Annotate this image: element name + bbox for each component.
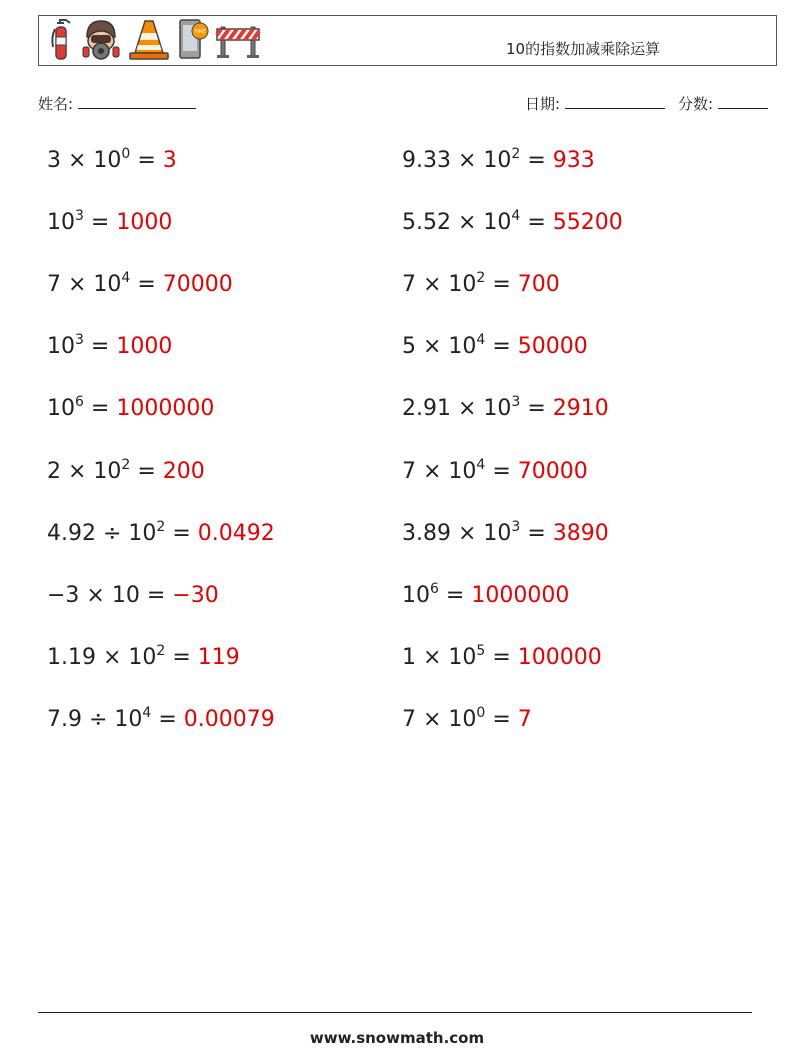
- worksheet-title: 10的指数加减乘除运算: [506, 40, 661, 58]
- date-blank[interactable]: [565, 94, 665, 109]
- answer: 200: [162, 458, 205, 484]
- answer: 7: [517, 706, 532, 732]
- worksheet-header: [38, 15, 777, 66]
- equals-sign: =: [520, 148, 553, 173]
- problem-row: [47, 642, 240, 670]
- problem-row: [47, 334, 172, 359]
- fire-alarm-phone-icon: [177, 17, 209, 65]
- problem-row: [402, 334, 588, 359]
- exponent: 4: [476, 332, 486, 349]
- answer: 50000: [517, 334, 588, 360]
- exponent: 3: [75, 332, 84, 349]
- problem-expression: 7.9 ÷ 10: [47, 706, 143, 732]
- problem-row: [47, 396, 214, 421]
- equals-sign: =: [485, 458, 518, 484]
- answer: 70000: [162, 272, 233, 298]
- problem-expression: 5 × 10: [402, 334, 477, 360]
- problem-row: [47, 210, 172, 235]
- problem-row: [47, 704, 275, 732]
- problem-row: [402, 642, 602, 670]
- answer: 1000000: [471, 582, 570, 608]
- answer: 2910: [552, 396, 609, 422]
- problem-row: [402, 396, 609, 421]
- equals-sign: =: [83, 396, 117, 422]
- score-label: 分数:: [678, 95, 714, 113]
- answer: 3890: [552, 520, 609, 546]
- problem-expression: 4.92 ÷ 10: [47, 520, 157, 546]
- problem-row: [47, 518, 275, 546]
- exponent: 4: [121, 270, 131, 287]
- exponent: 4: [142, 704, 152, 721]
- problem-row: [47, 583, 219, 608]
- name-blank[interactable]: [78, 94, 196, 109]
- answer: −30: [172, 582, 219, 608]
- svg-text:FIRE: FIRE: [194, 29, 206, 35]
- answer: 933: [552, 148, 595, 173]
- exponent: 3: [511, 518, 521, 535]
- exponent: 6: [430, 580, 439, 597]
- exponent: 2: [121, 456, 131, 473]
- answer: 1000: [116, 334, 173, 360]
- answer: 70000: [517, 458, 588, 484]
- problem-expression: 7 × 10: [402, 458, 477, 484]
- problem-row: [402, 272, 560, 297]
- exponent: 4: [511, 208, 521, 225]
- date-label: 日期:: [525, 95, 561, 113]
- answer: 0.00079: [183, 706, 275, 732]
- equals-sign: =: [520, 520, 553, 546]
- problem-expression: −3 × 10: [47, 582, 140, 608]
- problem-row: [47, 148, 177, 173]
- exponent: 3: [511, 394, 521, 411]
- equals-sign: =: [485, 334, 518, 360]
- equals-sign: =: [151, 706, 184, 732]
- problem-row: [402, 456, 588, 484]
- equals-sign: =: [485, 644, 518, 670]
- equals-sign: =: [485, 706, 518, 732]
- traffic-cone-icon: [127, 17, 171, 65]
- problem-expression: 1.19 × 10: [47, 644, 157, 670]
- footer-divider: [38, 1012, 752, 1013]
- equals-sign: =: [130, 272, 163, 298]
- answer: 1000000: [116, 396, 215, 422]
- score-field: [678, 93, 768, 114]
- exponent: 0: [121, 146, 131, 162]
- footer-website: www.snowmath.com: [309, 1029, 485, 1047]
- problem-expression: 7 × 10: [47, 272, 122, 298]
- date-field: [525, 93, 665, 114]
- equals-sign: =: [520, 210, 553, 236]
- equals-sign: =: [165, 644, 198, 670]
- exponent: 5: [476, 642, 486, 659]
- problem-row: [402, 210, 623, 235]
- problem-row: [402, 518, 609, 546]
- score-blank[interactable]: [718, 94, 768, 109]
- equals-sign: =: [165, 520, 198, 546]
- problem-expression: 7 × 10: [402, 706, 477, 732]
- problem-expression: 1 × 10: [402, 644, 477, 670]
- problem-expression: 10: [47, 334, 75, 360]
- exponent: 2: [156, 518, 166, 535]
- problem-expression: 9.33 × 10: [402, 148, 512, 173]
- equals-sign: =: [83, 210, 117, 236]
- answer: 0.0492: [197, 520, 275, 546]
- equals-sign: =: [130, 458, 163, 484]
- problem-expression: 10: [47, 210, 75, 236]
- problem-expression: 10: [47, 396, 75, 422]
- problem-row: [47, 272, 233, 297]
- equals-sign: =: [485, 272, 518, 298]
- equals-sign: =: [130, 148, 163, 173]
- problem-expression: 10: [402, 582, 430, 608]
- problem-row: [402, 580, 570, 608]
- equals-sign: =: [520, 396, 553, 422]
- problem-expression: 3.89 × 10: [402, 520, 512, 546]
- name-label: 姓名:: [38, 95, 74, 113]
- exponent: 6: [75, 394, 84, 411]
- equals-sign: =: [83, 334, 117, 360]
- exponent: 2: [511, 146, 521, 162]
- exponent: 2: [156, 642, 166, 659]
- problem-expression: 3 × 10: [47, 148, 122, 173]
- answer: 3: [162, 148, 177, 173]
- exponent: 4: [476, 456, 486, 473]
- exponent: 2: [476, 270, 486, 287]
- problem-expression: 2.91 × 10: [402, 396, 512, 422]
- exponent: 0: [476, 704, 486, 721]
- answer: 119: [197, 644, 240, 670]
- firefighter-mask-icon: [81, 17, 121, 65]
- problem-row: [47, 456, 205, 484]
- answer: 700: [517, 272, 560, 298]
- equals-sign: =: [438, 582, 472, 608]
- fire-extinguisher-icon: [47, 17, 75, 65]
- answer: 100000: [517, 644, 602, 670]
- equals-sign: =: [139, 582, 173, 608]
- problem-expression: 2 × 10: [47, 458, 122, 484]
- exponent: 3: [75, 208, 84, 225]
- header-icons: [47, 19, 261, 63]
- name-field: [38, 93, 196, 114]
- problem-expression: 7 × 10: [402, 272, 477, 298]
- problem-expression: 5.52 × 10: [402, 210, 512, 236]
- problem-row: [402, 148, 595, 173]
- road-barrier-icon: [215, 17, 261, 65]
- problem-row: [402, 704, 532, 732]
- answer: 55200: [552, 210, 623, 236]
- answer: 1000: [116, 210, 173, 236]
